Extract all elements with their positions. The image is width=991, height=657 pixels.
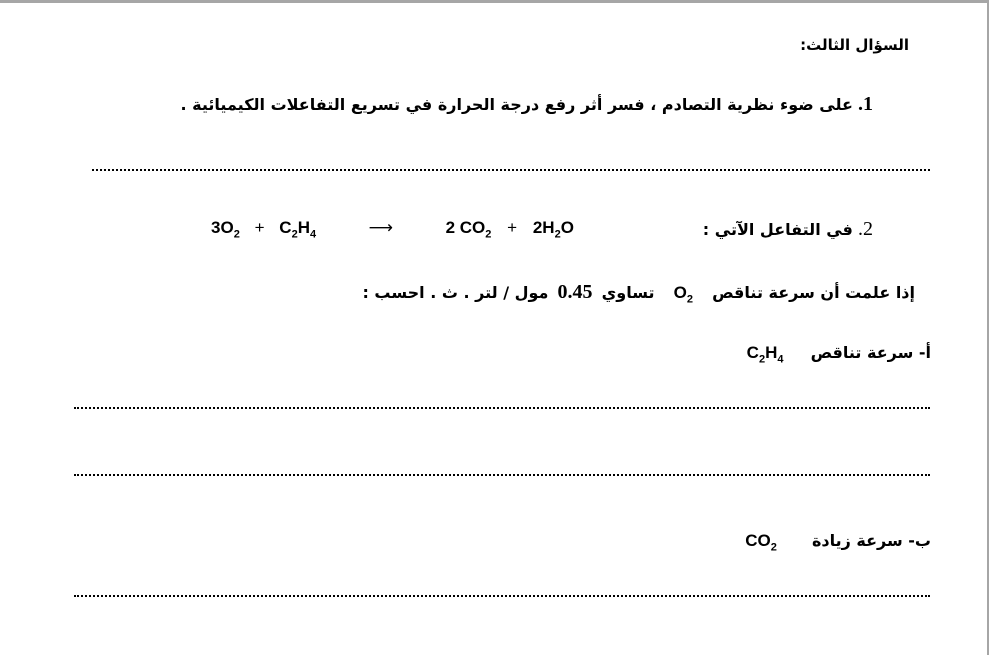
- part-a-species: $C_2H_4$: [746, 343, 784, 366]
- item2-number: 2.: [858, 218, 873, 240]
- item1-number: 1.: [858, 93, 873, 115]
- item2-text: في التفاعل الآتي :: [702, 220, 853, 239]
- reactant-c2h4: $C_2H_4$: [279, 218, 317, 241]
- answer-line-2: [74, 407, 930, 409]
- item2-label: [703, 218, 873, 241]
- reactant-o2: $3O_2$: [211, 218, 240, 241]
- reaction-equation: [211, 218, 574, 240]
- item1: [181, 93, 873, 116]
- part-b-label: ب- سرعة زيادة: [811, 531, 931, 550]
- given-value: 0.45: [557, 281, 593, 303]
- reaction-arrow: ⟶: [368, 218, 394, 238]
- part-a-label: أ- سرعة تناقص: [810, 343, 931, 362]
- part-b: [745, 531, 931, 553]
- given-species-o2: $O_2$: [673, 283, 693, 306]
- given-statement: [362, 281, 915, 305]
- answer-line-1: [92, 169, 930, 171]
- given-suffix: مول / لتر . ث . احسب :: [362, 283, 549, 302]
- answer-line-3: [74, 474, 930, 476]
- item1-text: على ضوء نظرية التصادم ، فسر أثر رفع درجة الحرارة في تسريع التفاعلات الكيميائية .: [180, 95, 853, 114]
- plus-sign-1: +: [254, 218, 265, 237]
- answer-line-4: [74, 595, 930, 597]
- plus-sign-2: +: [507, 218, 518, 237]
- question-heading: السؤال الثالث:: [800, 36, 909, 54]
- product-co2: 2 $CO_2$: [445, 218, 492, 241]
- product-h2o: $2H_2O$: [532, 218, 574, 241]
- given-prefix: إذا علمت أن سرعة تناقص: [712, 283, 915, 302]
- part-b-species: $CO_2$: [745, 531, 777, 554]
- given-middle: تساوي: [601, 283, 655, 302]
- part-a: [747, 343, 931, 365]
